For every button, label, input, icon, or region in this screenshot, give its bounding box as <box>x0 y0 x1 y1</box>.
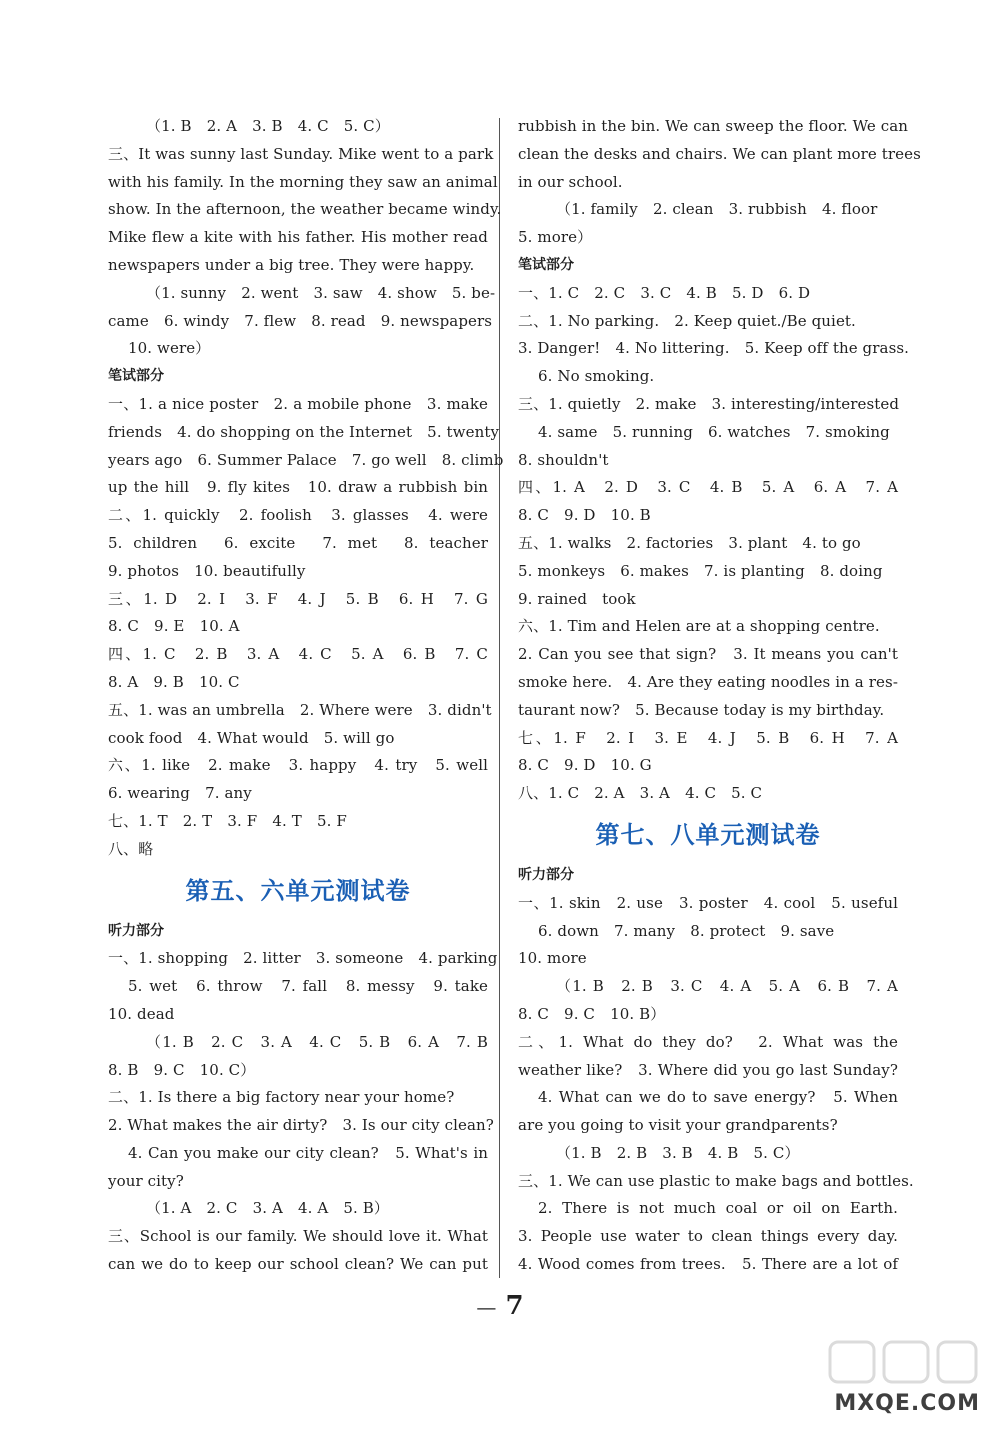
answer-line: 2. Can you see that sign? 3. It means you can't <box>518 645 898 664</box>
answer-line: 五、1. was an umbrella 2. Where were 3. didn't <box>108 700 492 719</box>
answer-line: 4. Can you make our city clean? 5. What's in <box>128 1143 488 1162</box>
answer-line: up the hill 9. fly kites 10. draw a rubbish bin <box>108 478 488 497</box>
answer-line: 8. A 9. B 10. C <box>108 672 240 691</box>
watermark-icon <box>802 1338 982 1418</box>
answer-line: 5. monkeys 6. makes 7. is planting 8. doing <box>518 561 883 580</box>
answer-line: cook food 4. What would 5. will go <box>108 728 395 747</box>
answer-line: 6. No smoking. <box>538 367 655 386</box>
answer-line: 三、1. quietly 2. make 3. interesting/interested <box>518 394 900 413</box>
answer-line: 10. more <box>518 949 587 968</box>
answer-line: 一、1. shopping 2. litter 3. someone 4. parking <box>108 949 498 968</box>
page-number-dash: — <box>476 1295 497 1319</box>
column-divider <box>499 118 500 1278</box>
answer-line: （1. family 2. clean 3. rubbish 4. floor <box>556 200 878 219</box>
answer-line: 三、1. D 2. I 3. F 4. J 5. B 6. H 7. G <box>108 589 488 608</box>
answer-line: 三、School is our family. We should love it. What <box>108 1227 488 1246</box>
answer-line: 6. wearing 7. any <box>108 784 252 803</box>
page-number-value: 7 <box>505 1291 524 1321</box>
answer-line: 8. C 9. D 10. B <box>518 506 651 525</box>
answer-line: 二、1. No parking. 2. Keep quiet./Be quiet. <box>518 311 856 330</box>
answer-line: 5. wet 6. throw 7. fall 8. messy 9. take <box>128 977 488 996</box>
answer-line: （1. A 2. C 3. A 4. A 5. B） <box>146 1199 389 1218</box>
answer-line: are you going to visit your grandparents? <box>518 1116 838 1135</box>
answer-line: newspapers under a big tree. They were happy. <box>108 255 475 274</box>
answer-line: 五、1. walks 2. factories 3. plant 4. to go <box>518 533 861 552</box>
answer-line: 2. There is not much coal or oil on Earth. <box>538 1199 898 1218</box>
answer-line: friends 4. do shopping on the Internet 5. twenty <box>108 422 500 441</box>
subsection-heading: 听力部分 <box>518 866 574 883</box>
answer-line: years ago 6. Summer Palace 7. go well 8. climb <box>108 450 504 469</box>
answer-line: 2. What makes the air dirty? 3. Is our city clean? <box>108 1116 494 1135</box>
answer-line: can we do to keep our school clean? We can put <box>108 1255 488 1274</box>
answer-line: 八、略 <box>108 839 154 858</box>
answer-line: （1. B 2. B 3. B 4. B 5. C） <box>556 1143 800 1162</box>
answer-line: weather like? 3. Where did you go last Sunday? <box>518 1060 898 1079</box>
answer-line: rubbish in the bin. We can sweep the floor. We can <box>518 117 909 135</box>
answer-line: 8. C 9. D 10. G <box>518 756 652 775</box>
answer-line: 5. children 6. excite 7. met 8. teacher <box>108 533 488 552</box>
answer-line: 9. photos 10. beautifully <box>108 561 306 580</box>
answer-line: taurant now? 5. Because today is my birthday. <box>518 700 885 719</box>
answer-line: smoke here. 4. Are they eating noodles in a res- <box>518 672 898 691</box>
answer-line: 9. rained took <box>518 589 636 608</box>
answer-line: show. In the afternoon, the weather became windy. <box>108 200 502 219</box>
subsection-heading: 笔试部分 <box>518 256 574 273</box>
watermark-logo <box>802 1338 982 1418</box>
subsection-heading: 听力部分 <box>108 922 164 939</box>
right-column <box>518 113 921 1279</box>
answer-line: 四、1. A 2. D 3. C 4. B 5. A 6. A 7. A <box>518 478 898 497</box>
answer-line: your city? <box>108 1171 184 1190</box>
answer-line: 5. more） <box>518 228 593 247</box>
answer-line: 二、1. quickly 2. foolish 3. glasses 4. were <box>108 506 488 525</box>
answer-line: 四、1. C 2. B 3. A 4. C 5. A 6. B 7. C <box>108 645 488 664</box>
answer-line: 3. Danger! 4. No littering. 5. Keep off the grass. <box>518 339 910 358</box>
answer-line: （1. B 2. A 3. B 4. C 5. C） <box>146 117 390 135</box>
answer-line: 七、1. T 2. T 3. F 4. T 5. F <box>108 811 347 830</box>
subsection-heading: 笔试部分 <box>108 368 164 385</box>
answer-line: 8. shouldn't <box>518 450 609 469</box>
answer-line: 4. What can we do to save energy? 5. When <box>538 1088 898 1107</box>
answer-line: 七、1. F 2. I 3. E 4. J 5. B 6. H 7. A <box>518 728 898 747</box>
answer-line: 六、1. Tim and Helen are at a shopping centre. <box>518 617 880 636</box>
answer-line: 8. C 9. E 10. A <box>108 617 240 636</box>
answer-line: 三、1. We can use plastic to make bags and bottles. <box>518 1171 914 1190</box>
answer-line: 一、1. skin 2. use 3. poster 4. cool 5. useful <box>518 893 898 912</box>
section-title: 第七、八单元测试卷 <box>595 820 821 849</box>
page-number <box>0 1291 1000 1321</box>
answer-line: in our school. <box>518 172 623 191</box>
answer-line: 8. B 9. C 10. C） <box>108 1060 256 1079</box>
answer-line: （1. B 2. B 3. C 4. A 5. A 6. B 7. A <box>556 977 898 996</box>
answer-line: （1. sunny 2. went 3. saw 4. show 5. be- <box>146 283 496 302</box>
answer-line: 10. were） <box>128 339 211 358</box>
answer-line: 6. down 7. many 8. protect 9. save <box>538 921 835 940</box>
section-title: 第五、六单元测试卷 <box>185 876 411 905</box>
answer-line: clean the desks and chairs. We can plant more trees <box>518 144 921 163</box>
answer-line: Mike flew a kite with his father. His mother read <box>108 228 488 247</box>
left-column <box>108 113 504 1279</box>
answer-line: came 6. windy 7. flew 8. read 9. newspapers <box>108 311 493 330</box>
answer-line: （1. B 2. C 3. A 4. C 5. B 6. A 7. B <box>146 1032 488 1051</box>
answer-line: 3. People use water to clean things every day. <box>518 1227 898 1246</box>
answer-line: 二、1. What do they do? 2. What was the <box>518 1032 898 1051</box>
answer-line: 一、1. C 2. C 3. C 4. B 5. D 6. D <box>518 283 811 302</box>
answer-line: 4. same 5. running 6. watches 7. smoking <box>538 422 890 441</box>
answer-line: with his family. In the morning they saw an animal <box>108 172 498 191</box>
answer-line: 三、It was sunny last Sunday. Mike went to a park <box>108 144 494 163</box>
answer-line: 八、1. C 2. A 3. A 4. C 5. C <box>518 784 763 803</box>
answer-line: 六、1. like 2. make 3. happy 4. try 5. well <box>108 756 488 775</box>
answer-line: 一、1. a nice poster 2. a mobile phone 3. make <box>108 394 488 413</box>
answer-line: 8. C 9. C 10. B） <box>518 1004 666 1023</box>
watermark-text: MXQE.COM <box>834 1391 980 1416</box>
answer-line: 10. dead <box>108 1004 175 1023</box>
answer-line: 二、1. Is there a big factory near your home? <box>108 1088 455 1107</box>
answer-line: 4. Wood comes from trees. 5. There are a lot of <box>518 1255 898 1274</box>
